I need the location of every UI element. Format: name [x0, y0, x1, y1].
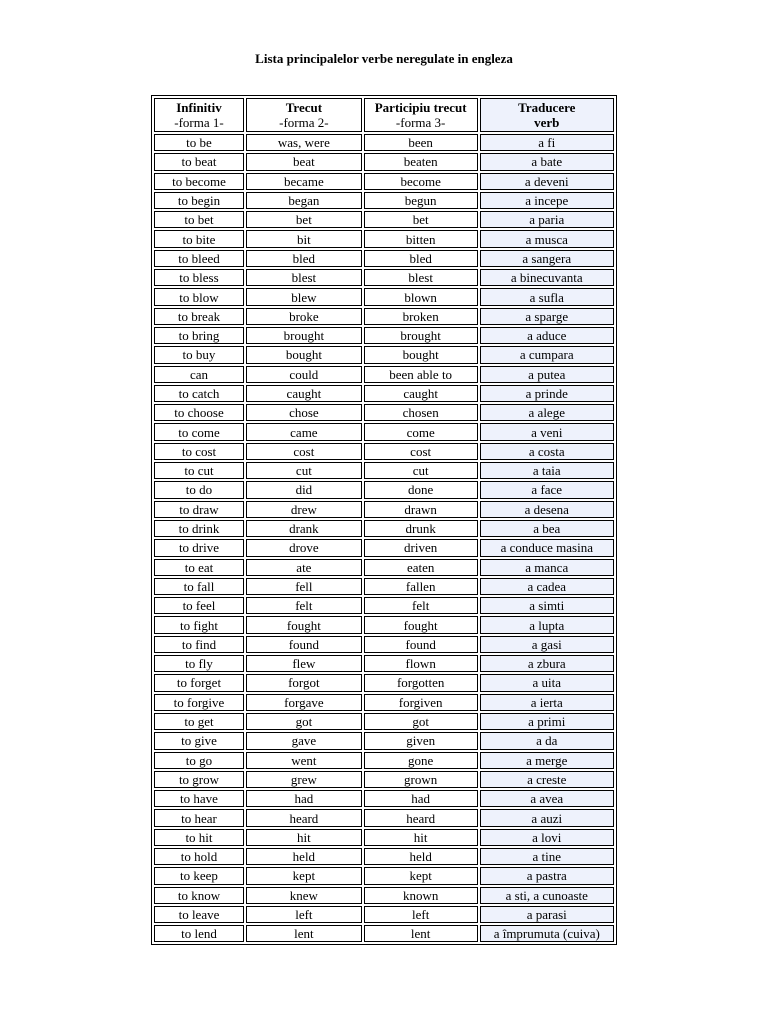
- cell-infinitiv: to break: [154, 308, 244, 325]
- cell-participiu: forgiven: [364, 694, 478, 711]
- cell-participiu: driven: [364, 539, 478, 556]
- cell-participiu: fallen: [364, 578, 478, 595]
- cell-trecut: caught: [246, 385, 362, 402]
- cell-infinitiv: to cost: [154, 443, 244, 460]
- table-row: [154, 308, 614, 325]
- table-row: [154, 732, 614, 749]
- cell-traducere: a manca: [480, 559, 614, 576]
- table-row: [154, 501, 614, 518]
- cell-traducere: a putea: [480, 366, 614, 383]
- cell-participiu: bought: [364, 346, 478, 363]
- cell-trecut: bet: [246, 211, 362, 228]
- cell-participiu: chosen: [364, 404, 478, 421]
- cell-infinitiv: to catch: [154, 385, 244, 402]
- cell-trecut: flew: [246, 655, 362, 672]
- cell-trecut: drove: [246, 539, 362, 556]
- cell-participiu: drunk: [364, 520, 478, 537]
- cell-infinitiv: to feel: [154, 597, 244, 614]
- cell-infinitiv: to keep: [154, 867, 244, 884]
- cell-traducere: a zbura: [480, 655, 614, 672]
- header-infinitiv: [154, 98, 244, 132]
- cell-participiu: blest: [364, 269, 478, 286]
- cell-trecut: came: [246, 423, 362, 440]
- table-row: [154, 288, 614, 305]
- cell-participiu: cut: [364, 462, 478, 479]
- cell-participiu: cost: [364, 443, 478, 460]
- header-sub-label: -forma 2-: [279, 115, 329, 130]
- cell-trecut: knew: [246, 887, 362, 904]
- cell-trecut: forgave: [246, 694, 362, 711]
- cell-trecut: felt: [246, 597, 362, 614]
- cell-participiu: broken: [364, 308, 478, 325]
- cell-participiu: known: [364, 887, 478, 904]
- cell-trecut: ate: [246, 559, 362, 576]
- table-row: [154, 192, 614, 209]
- cell-participiu: come: [364, 423, 478, 440]
- cell-infinitiv: to grow: [154, 771, 244, 788]
- table-row: [154, 713, 614, 730]
- cell-traducere: a prinde: [480, 385, 614, 402]
- cell-infinitiv: to blow: [154, 288, 244, 305]
- cell-infinitiv: to do: [154, 481, 244, 498]
- cell-traducere: a lovi: [480, 829, 614, 846]
- cell-infinitiv: to fly: [154, 655, 244, 672]
- cell-infinitiv: to have: [154, 790, 244, 807]
- cell-infinitiv: to find: [154, 636, 244, 653]
- cell-traducere: a aduce: [480, 327, 614, 344]
- cell-traducere: a bate: [480, 153, 614, 170]
- cell-traducere: a taia: [480, 462, 614, 479]
- table-row: [154, 848, 614, 865]
- cell-traducere: a primi: [480, 713, 614, 730]
- cell-traducere: a sparge: [480, 308, 614, 325]
- table-row: [154, 539, 614, 556]
- cell-traducere: a veni: [480, 423, 614, 440]
- cell-participiu: kept: [364, 867, 478, 884]
- cell-traducere: a ierta: [480, 694, 614, 711]
- cell-trecut: became: [246, 173, 362, 190]
- cell-infinitiv: to fall: [154, 578, 244, 595]
- header-sub-label: verb: [534, 115, 560, 130]
- cell-trecut: was, were: [246, 134, 362, 151]
- cell-trecut: began: [246, 192, 362, 209]
- cell-participiu: brought: [364, 327, 478, 344]
- cell-trecut: blest: [246, 269, 362, 286]
- table-body: [154, 134, 614, 942]
- cell-participiu: given: [364, 732, 478, 749]
- cell-trecut: gave: [246, 732, 362, 749]
- cell-infinitiv: to drink: [154, 520, 244, 537]
- table-row: [154, 327, 614, 344]
- cell-trecut: brought: [246, 327, 362, 344]
- cell-traducere: a uita: [480, 674, 614, 691]
- table-row: [154, 636, 614, 653]
- table-row: [154, 867, 614, 884]
- table-row: [154, 752, 614, 769]
- table-row: [154, 790, 614, 807]
- header-trecut: [246, 98, 362, 132]
- cell-infinitiv: to bleed: [154, 250, 244, 267]
- cell-traducere: a sufla: [480, 288, 614, 305]
- cell-traducere: a merge: [480, 752, 614, 769]
- cell-participiu: gone: [364, 752, 478, 769]
- cell-infinitiv: to begin: [154, 192, 244, 209]
- table-row: [154, 269, 614, 286]
- cell-trecut: fell: [246, 578, 362, 595]
- cell-trecut: cut: [246, 462, 362, 479]
- cell-participiu: lent: [364, 925, 478, 942]
- cell-participiu: been: [364, 134, 478, 151]
- cell-infinitiv: to cut: [154, 462, 244, 479]
- cell-infinitiv: to fight: [154, 616, 244, 633]
- cell-trecut: found: [246, 636, 362, 653]
- cell-participiu: got: [364, 713, 478, 730]
- table-row: [154, 385, 614, 402]
- table-row: [154, 887, 614, 904]
- table-row: [154, 462, 614, 479]
- cell-infinitiv: to choose: [154, 404, 244, 421]
- cell-trecut: forgot: [246, 674, 362, 691]
- table-row: [154, 230, 614, 247]
- cell-trecut: blew: [246, 288, 362, 305]
- cell-traducere: a desena: [480, 501, 614, 518]
- table-row: [154, 655, 614, 672]
- cell-participiu: grown: [364, 771, 478, 788]
- cell-trecut: broke: [246, 308, 362, 325]
- cell-trecut: cost: [246, 443, 362, 460]
- table-row: [154, 829, 614, 846]
- cell-infinitiv: to forget: [154, 674, 244, 691]
- header-main-label: Infinitiv: [176, 100, 222, 115]
- cell-participiu: become: [364, 173, 478, 190]
- header-traducere: [480, 98, 614, 132]
- cell-participiu: beaten: [364, 153, 478, 170]
- cell-participiu: blown: [364, 288, 478, 305]
- cell-traducere: a cumpara: [480, 346, 614, 363]
- cell-trecut: bought: [246, 346, 362, 363]
- cell-traducere: a alege: [480, 404, 614, 421]
- cell-trecut: hit: [246, 829, 362, 846]
- cell-traducere: a bea: [480, 520, 614, 537]
- cell-traducere: a conduce masina: [480, 539, 614, 556]
- cell-participiu: bled: [364, 250, 478, 267]
- cell-participiu: heard: [364, 809, 478, 826]
- cell-traducere: a pastra: [480, 867, 614, 884]
- cell-participiu: bet: [364, 211, 478, 228]
- table-row: [154, 925, 614, 942]
- cell-infinitiv: to buy: [154, 346, 244, 363]
- table-row: [154, 520, 614, 537]
- cell-participiu: begun: [364, 192, 478, 209]
- cell-trecut: had: [246, 790, 362, 807]
- cell-traducere: a simti: [480, 597, 614, 614]
- cell-infinitiv: to come: [154, 423, 244, 440]
- table-row: [154, 443, 614, 460]
- table-row: [154, 597, 614, 614]
- cell-traducere: a sangera: [480, 250, 614, 267]
- cell-infinitiv: to become: [154, 173, 244, 190]
- cell-trecut: heard: [246, 809, 362, 826]
- cell-infinitiv: to hold: [154, 848, 244, 865]
- cell-traducere: a avea: [480, 790, 614, 807]
- cell-traducere: a creste: [480, 771, 614, 788]
- table-row: [154, 366, 614, 383]
- cell-trecut: could: [246, 366, 362, 383]
- cell-infinitiv: to give: [154, 732, 244, 749]
- cell-traducere: a deveni: [480, 173, 614, 190]
- cell-trecut: drew: [246, 501, 362, 518]
- cell-participiu: fought: [364, 616, 478, 633]
- cell-traducere: a paria: [480, 211, 614, 228]
- cell-trecut: bit: [246, 230, 362, 247]
- cell-infinitiv: can: [154, 366, 244, 383]
- irregular-verbs-table: [151, 95, 617, 945]
- cell-infinitiv: to draw: [154, 501, 244, 518]
- cell-participiu: felt: [364, 597, 478, 614]
- cell-participiu: found: [364, 636, 478, 653]
- cell-traducere: a auzi: [480, 809, 614, 826]
- header-main-label: Traducere: [518, 100, 576, 115]
- table-row: [154, 559, 614, 576]
- table-row: [154, 173, 614, 190]
- cell-traducere: a lupta: [480, 616, 614, 633]
- cell-trecut: grew: [246, 771, 362, 788]
- cell-infinitiv: to bring: [154, 327, 244, 344]
- cell-trecut: chose: [246, 404, 362, 421]
- cell-trecut: held: [246, 848, 362, 865]
- table-row: [154, 674, 614, 691]
- table-row: [154, 906, 614, 923]
- table-row: [154, 404, 614, 421]
- cell-traducere: a musca: [480, 230, 614, 247]
- cell-participiu: held: [364, 848, 478, 865]
- table-header-row: [154, 98, 614, 132]
- cell-trecut: kept: [246, 867, 362, 884]
- cell-trecut: bled: [246, 250, 362, 267]
- cell-infinitiv: to bite: [154, 230, 244, 247]
- table-row: [154, 809, 614, 826]
- cell-traducere: a binecuvanta: [480, 269, 614, 286]
- cell-infinitiv: to lend: [154, 925, 244, 942]
- cell-infinitiv: to forgive: [154, 694, 244, 711]
- cell-infinitiv: to bet: [154, 211, 244, 228]
- cell-trecut: went: [246, 752, 362, 769]
- cell-trecut: lent: [246, 925, 362, 942]
- cell-participiu: eaten: [364, 559, 478, 576]
- cell-infinitiv: to bless: [154, 269, 244, 286]
- cell-trecut: fought: [246, 616, 362, 633]
- cell-traducere: a da: [480, 732, 614, 749]
- cell-infinitiv: to eat: [154, 559, 244, 576]
- cell-infinitiv: to go: [154, 752, 244, 769]
- cell-traducere: a cadea: [480, 578, 614, 595]
- table-row: [154, 346, 614, 363]
- cell-traducere: a incepe: [480, 192, 614, 209]
- cell-traducere: a parasi: [480, 906, 614, 923]
- cell-infinitiv: to get: [154, 713, 244, 730]
- cell-participiu: bitten: [364, 230, 478, 247]
- cell-participiu: had: [364, 790, 478, 807]
- table-row: [154, 153, 614, 170]
- table-row: [154, 481, 614, 498]
- header-main-label: Participiu trecut: [374, 100, 467, 115]
- cell-infinitiv: to hit: [154, 829, 244, 846]
- cell-traducere: a fi: [480, 134, 614, 151]
- table-row: [154, 250, 614, 267]
- cell-infinitiv: to leave: [154, 906, 244, 923]
- cell-infinitiv: to know: [154, 887, 244, 904]
- table-row: [154, 771, 614, 788]
- cell-traducere: a împrumuta (cuiva): [480, 925, 614, 942]
- header-sub-label: -forma 3-: [395, 115, 446, 130]
- header-sub-label: -forma 1-: [174, 115, 224, 130]
- cell-participiu: caught: [364, 385, 478, 402]
- cell-traducere: a gasi: [480, 636, 614, 653]
- cell-trecut: got: [246, 713, 362, 730]
- cell-trecut: did: [246, 481, 362, 498]
- cell-participiu: left: [364, 906, 478, 923]
- cell-trecut: drank: [246, 520, 362, 537]
- header-main-label: Trecut: [285, 100, 323, 115]
- cell-traducere: a costa: [480, 443, 614, 460]
- page-title: Lista principalelor verbe neregulate in engleza: [255, 51, 513, 66]
- cell-participiu: been able to: [364, 366, 478, 383]
- table-row: [154, 694, 614, 711]
- table-row: [154, 423, 614, 440]
- cell-trecut: left: [246, 906, 362, 923]
- cell-infinitiv: to hear: [154, 809, 244, 826]
- cell-infinitiv: to be: [154, 134, 244, 151]
- cell-traducere: a sti, a cunoaste: [480, 887, 614, 904]
- cell-traducere: a face: [480, 481, 614, 498]
- table-row: [154, 134, 614, 151]
- cell-participiu: flown: [364, 655, 478, 672]
- cell-traducere: a tine: [480, 848, 614, 865]
- cell-participiu: forgotten: [364, 674, 478, 691]
- cell-infinitiv: to beat: [154, 153, 244, 170]
- cell-participiu: drawn: [364, 501, 478, 518]
- table-row: [154, 616, 614, 633]
- cell-trecut: beat: [246, 153, 362, 170]
- table-row: [154, 211, 614, 228]
- header-participiu-trecut: [364, 98, 478, 132]
- cell-participiu: hit: [364, 829, 478, 846]
- table-row: [154, 578, 614, 595]
- cell-infinitiv: to drive: [154, 539, 244, 556]
- cell-participiu: done: [364, 481, 478, 498]
